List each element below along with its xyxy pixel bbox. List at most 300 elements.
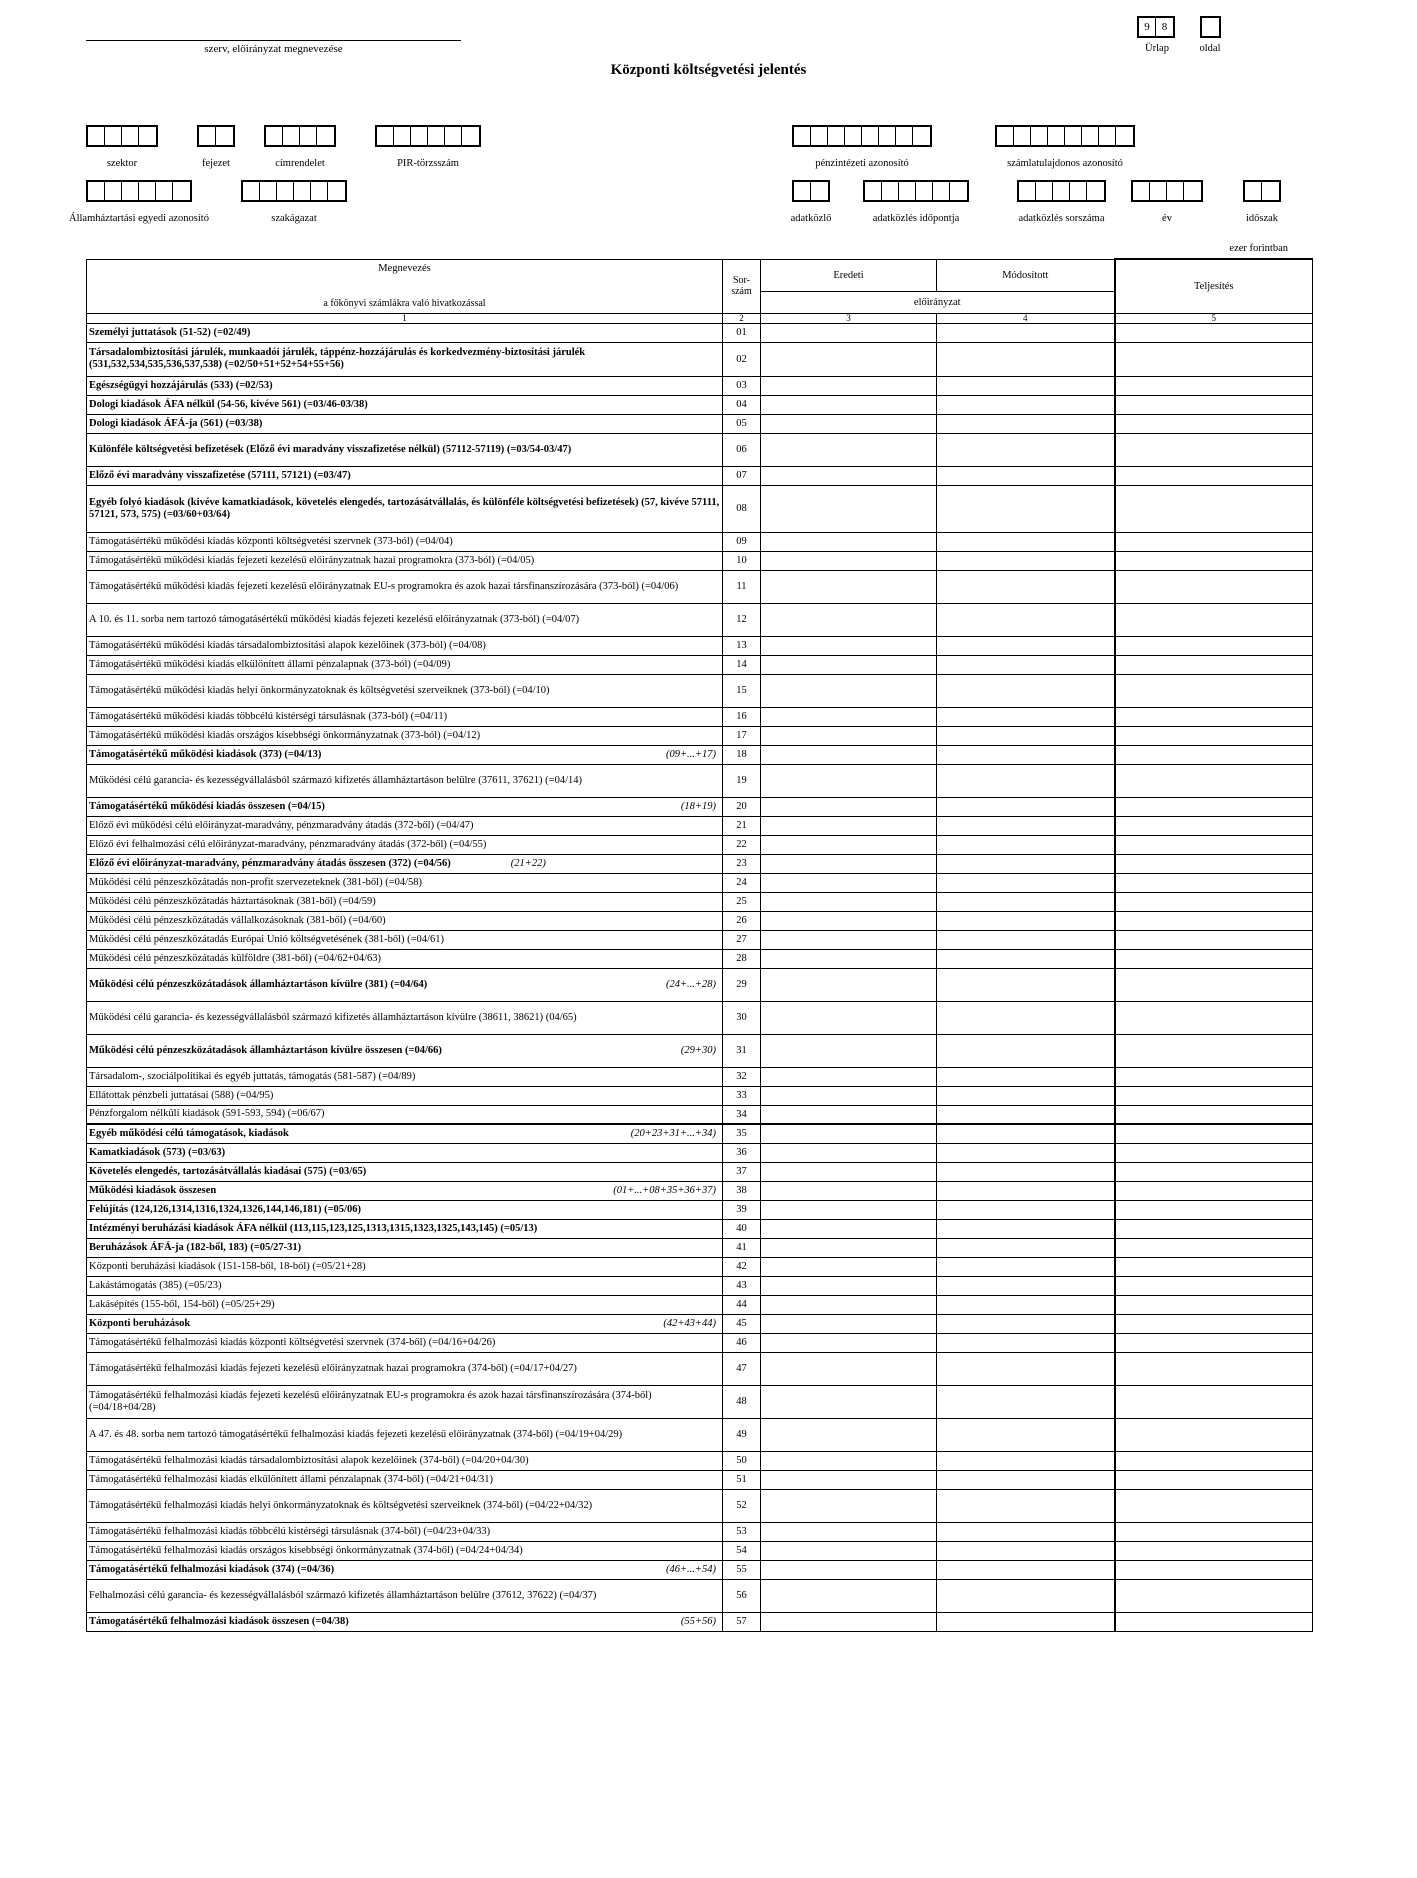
- table-row: [87, 1001, 1313, 1034]
- table-row: [87, 1470, 1313, 1489]
- original-value-cell[interactable]: [761, 1470, 937, 1489]
- original-value-cell[interactable]: [761, 485, 937, 532]
- code-cell: [950, 182, 967, 200]
- actual-value-cell[interactable]: [1115, 395, 1313, 414]
- table-row: [87, 342, 1313, 376]
- original-value-cell[interactable]: [761, 873, 937, 892]
- original-value-cell[interactable]: [761, 1105, 937, 1124]
- row-number: 36: [723, 1143, 761, 1162]
- modified-value-cell[interactable]: [937, 854, 1115, 873]
- row-name-text: Központi beruházások: [89, 1317, 191, 1329]
- row-number: 46: [723, 1333, 761, 1352]
- id-fields-right2-0-label: adatközlő: [790, 213, 832, 224]
- row-name: [87, 968, 723, 1001]
- row-name: [87, 745, 723, 764]
- row-name: [87, 636, 723, 655]
- original-value-cell[interactable]: [761, 395, 937, 414]
- idx-3: 3: [761, 313, 937, 323]
- row-number: 15: [723, 674, 761, 707]
- table-row: [87, 1489, 1313, 1522]
- original-value-cell[interactable]: [761, 376, 937, 395]
- original-value-cell[interactable]: [761, 433, 937, 466]
- original-value-cell[interactable]: [761, 764, 937, 797]
- actual-value-cell[interactable]: [1115, 414, 1313, 433]
- row-number: 38: [723, 1181, 761, 1200]
- actual-value-cell[interactable]: [1115, 551, 1313, 570]
- original-value-cell[interactable]: [761, 532, 937, 551]
- actual-value-cell[interactable]: [1115, 1124, 1313, 1143]
- row-name: [87, 433, 723, 466]
- row-name-text: Különféle költségvetési befizetések (Előző évi maradvány visszafizetése nélkül) (57112-57119) (=03/54-03/47): [89, 443, 572, 455]
- row-name-text: Támogatásértékű működési kiadások (373) (=04/13): [89, 748, 322, 760]
- modified-value-cell[interactable]: [937, 1352, 1115, 1385]
- original-value-cell[interactable]: [761, 1086, 937, 1105]
- actual-value-cell[interactable]: [1115, 1541, 1313, 1560]
- id-fields-right-1-boxes[interactable]: [995, 125, 1135, 147]
- modified-value-cell[interactable]: [937, 892, 1115, 911]
- row-name: [87, 466, 723, 485]
- actual-value-cell[interactable]: [1115, 1001, 1313, 1034]
- row-name: [87, 1352, 723, 1385]
- row-number: 12: [723, 603, 761, 636]
- original-value-cell[interactable]: [761, 968, 937, 1001]
- original-value-cell[interactable]: [761, 930, 937, 949]
- actual-value-cell[interactable]: [1115, 636, 1313, 655]
- modified-value-cell[interactable]: [937, 1489, 1115, 1522]
- original-value-cell[interactable]: [761, 892, 937, 911]
- row-name-text: Pénzforgalom nélküli kiadások (591-593, 594) (=06/67): [89, 1108, 325, 1120]
- table-row: [87, 1579, 1313, 1612]
- code-cell: [865, 182, 882, 200]
- row-number: 49: [723, 1418, 761, 1451]
- row-number: 25: [723, 892, 761, 911]
- original-value-cell[interactable]: [761, 1034, 937, 1067]
- modified-value-cell[interactable]: [937, 376, 1115, 395]
- original-value-cell[interactable]: [761, 1001, 937, 1034]
- row-name-text: Támogatásértékű működési kiadás fejezeti kezelésű előirányzatnak EU-s programokra és azok hazai társfinanszírozására (373-ból) (=04/06): [89, 580, 679, 592]
- row-name: [87, 726, 723, 745]
- original-value-cell[interactable]: [761, 1418, 937, 1451]
- modified-value-cell[interactable]: [937, 655, 1115, 674]
- row-name-text: Működési célú pénzeszközátadás vállalkozásoknak (381-ből) (=04/60): [89, 914, 386, 926]
- original-value-cell[interactable]: [761, 949, 937, 968]
- modified-value-cell[interactable]: [937, 745, 1115, 764]
- original-value-cell[interactable]: [761, 1489, 937, 1522]
- code-cell: [1082, 127, 1099, 145]
- actual-value-cell[interactable]: [1115, 376, 1313, 395]
- row-name: [87, 1560, 723, 1579]
- id-fields-right2-3-boxes[interactable]: [1131, 180, 1203, 202]
- actual-value-cell[interactable]: [1115, 570, 1313, 603]
- row-name-text: Támogatásértékű működési kiadás összesen (=04/15): [89, 800, 325, 812]
- row-number: 11: [723, 570, 761, 603]
- row-name-text: Támogatásértékű működési kiadás többcélú kistérségi társulásnak (373-ból) (=04/11): [89, 710, 448, 722]
- original-value-cell[interactable]: [761, 1219, 937, 1238]
- actual-value-cell[interactable]: [1115, 1238, 1313, 1257]
- modified-value-cell[interactable]: [937, 603, 1115, 636]
- original-value-cell[interactable]: [761, 1352, 937, 1385]
- actual-value-cell[interactable]: [1115, 1352, 1313, 1385]
- id-fields-right2-0-boxes[interactable]: [792, 180, 830, 202]
- actual-value-cell[interactable]: [1115, 1470, 1313, 1489]
- modified-value-cell[interactable]: [937, 433, 1115, 466]
- modified-value-cell[interactable]: [937, 1124, 1115, 1143]
- modified-value-cell[interactable]: [937, 1560, 1115, 1579]
- actual-value-cell[interactable]: [1115, 655, 1313, 674]
- modified-value-cell[interactable]: [937, 1451, 1115, 1470]
- code-cell: [794, 182, 811, 200]
- id-fields-left-2-boxes[interactable]: [264, 125, 336, 147]
- original-value-cell[interactable]: [761, 1238, 937, 1257]
- row-number: 40: [723, 1219, 761, 1238]
- id-fields-left-0-boxes[interactable]: [86, 125, 158, 147]
- actual-value-cell[interactable]: [1115, 1560, 1313, 1579]
- code-cell: [1184, 182, 1201, 200]
- modified-value-cell[interactable]: [937, 816, 1115, 835]
- modified-value-cell[interactable]: [937, 707, 1115, 726]
- page-number-box[interactable]: [1200, 16, 1221, 38]
- actual-value-cell[interactable]: [1115, 1579, 1313, 1612]
- actual-value-cell[interactable]: [1115, 1276, 1313, 1295]
- header-original: Eredeti: [761, 259, 937, 291]
- original-value-cell[interactable]: [761, 854, 937, 873]
- original-value-cell[interactable]: [761, 1257, 937, 1276]
- original-value-cell[interactable]: [761, 570, 937, 603]
- original-value-cell[interactable]: [761, 1295, 937, 1314]
- idx-1: 1: [87, 313, 723, 323]
- actual-value-cell[interactable]: [1115, 764, 1313, 797]
- actual-value-cell[interactable]: [1115, 1067, 1313, 1086]
- original-value-cell[interactable]: [761, 1314, 937, 1333]
- table-row: [87, 323, 1313, 342]
- row-name: [87, 764, 723, 797]
- modified-value-cell[interactable]: [937, 636, 1115, 655]
- original-value-cell[interactable]: [761, 674, 937, 707]
- modified-value-cell[interactable]: [937, 551, 1115, 570]
- actual-value-cell[interactable]: [1115, 835, 1313, 854]
- modified-value-cell[interactable]: [937, 674, 1115, 707]
- original-value-cell[interactable]: [761, 636, 937, 655]
- original-value-cell[interactable]: [761, 1181, 937, 1200]
- modified-value-cell[interactable]: [937, 342, 1115, 376]
- modified-value-cell[interactable]: [937, 1295, 1115, 1314]
- actual-value-cell[interactable]: [1115, 1086, 1313, 1105]
- row-name: [87, 1238, 723, 1257]
- modified-value-cell[interactable]: [937, 1314, 1115, 1333]
- id-fields-left2-1-boxes[interactable]: [241, 180, 347, 202]
- table-row: [87, 930, 1313, 949]
- header-name-line1: Megnevezés: [378, 263, 431, 274]
- modified-value-cell[interactable]: [937, 1181, 1115, 1200]
- modified-value-cell[interactable]: [937, 764, 1115, 797]
- original-value-cell[interactable]: [761, 1560, 937, 1579]
- original-value-cell[interactable]: [761, 726, 937, 745]
- page-number-cell: [1202, 18, 1219, 36]
- original-value-cell[interactable]: [761, 1067, 937, 1086]
- actual-value-cell[interactable]: [1115, 1612, 1313, 1631]
- row-name: [87, 1001, 723, 1034]
- modified-value-cell[interactable]: [937, 1034, 1115, 1067]
- actual-value-cell[interactable]: [1115, 726, 1313, 745]
- original-value-cell[interactable]: [761, 466, 937, 485]
- original-value-cell[interactable]: [761, 835, 937, 854]
- code-cell: [1116, 127, 1133, 145]
- modified-value-cell[interactable]: [937, 949, 1115, 968]
- table-row: [87, 816, 1313, 835]
- row-number: 14: [723, 655, 761, 674]
- page-label: oldal: [1199, 43, 1221, 54]
- actual-value-cell[interactable]: [1115, 1143, 1313, 1162]
- original-value-cell[interactable]: [761, 1333, 937, 1352]
- id-fields-right2-2-boxes[interactable]: [1017, 180, 1106, 202]
- original-value-cell[interactable]: [761, 323, 937, 342]
- actual-value-cell[interactable]: [1115, 674, 1313, 707]
- actual-value-cell[interactable]: [1115, 745, 1313, 764]
- modified-value-cell[interactable]: [937, 466, 1115, 485]
- actual-value-cell[interactable]: [1115, 1418, 1313, 1451]
- row-number: 06: [723, 433, 761, 466]
- row-name-text: Működési célú pénzeszközátadások államháztartáson kívülre összesen (=04/66): [89, 1044, 442, 1056]
- modified-value-cell[interactable]: [937, 1385, 1115, 1418]
- modified-value-cell[interactable]: [937, 1541, 1115, 1560]
- id-fields-right-0-boxes[interactable]: [792, 125, 932, 147]
- modified-value-cell[interactable]: [937, 1257, 1115, 1276]
- row-number: 32: [723, 1067, 761, 1086]
- row-name: [87, 1143, 723, 1162]
- row-name: [87, 395, 723, 414]
- table-row: [87, 1238, 1313, 1257]
- actual-value-cell[interactable]: [1115, 892, 1313, 911]
- original-value-cell[interactable]: [761, 414, 937, 433]
- row-name-text: Működési célú garancia- és kezességvállalásból származó kifizetés államháztartáson kívülre (38611, 38621) (04/65): [89, 1011, 577, 1023]
- actual-value-cell[interactable]: [1115, 911, 1313, 930]
- modified-value-cell[interactable]: [937, 414, 1115, 433]
- original-value-cell[interactable]: [761, 1541, 937, 1560]
- actual-value-cell[interactable]: [1115, 1200, 1313, 1219]
- original-value-cell[interactable]: [761, 1451, 937, 1470]
- actual-value-cell[interactable]: [1115, 1162, 1313, 1181]
- original-value-cell[interactable]: [761, 342, 937, 376]
- table-row: [87, 892, 1313, 911]
- modified-value-cell[interactable]: [937, 835, 1115, 854]
- row-name: [87, 342, 723, 376]
- actual-value-cell[interactable]: [1115, 949, 1313, 968]
- row-name: [87, 835, 723, 854]
- original-value-cell[interactable]: [761, 1522, 937, 1541]
- code-cell: [260, 182, 277, 200]
- actual-value-cell[interactable]: [1115, 1489, 1313, 1522]
- original-value-cell[interactable]: [761, 707, 937, 726]
- table-row: [87, 1418, 1313, 1451]
- actual-value-cell[interactable]: [1115, 1451, 1313, 1470]
- code-cell: [88, 182, 105, 200]
- row-number: 41: [723, 1238, 761, 1257]
- original-value-cell[interactable]: [761, 1579, 937, 1612]
- modified-value-cell[interactable]: [937, 1219, 1115, 1238]
- row-number: 30: [723, 1001, 761, 1034]
- actual-value-cell[interactable]: [1115, 532, 1313, 551]
- code-cell: [1150, 182, 1167, 200]
- modified-value-cell[interactable]: [937, 1579, 1115, 1612]
- original-value-cell[interactable]: [761, 655, 937, 674]
- table-row: [87, 1181, 1313, 1200]
- table-row: [87, 835, 1313, 854]
- code-cell: [862, 127, 879, 145]
- actual-value-cell[interactable]: [1115, 707, 1313, 726]
- original-value-cell[interactable]: [761, 816, 937, 835]
- header-appropriation: előirányzat: [761, 291, 1115, 313]
- row-number: 08: [723, 485, 761, 532]
- row-number: 09: [723, 532, 761, 551]
- original-value-cell[interactable]: [761, 1200, 937, 1219]
- modified-value-cell[interactable]: [937, 532, 1115, 551]
- form-code-boxes[interactable]: [1137, 16, 1175, 38]
- row-name: [87, 655, 723, 674]
- modified-value-cell[interactable]: [937, 1612, 1115, 1631]
- row-number: 10: [723, 551, 761, 570]
- modified-value-cell[interactable]: [937, 726, 1115, 745]
- code-cell: [1245, 182, 1262, 200]
- budget-report-table: [86, 258, 1313, 1632]
- actual-value-cell[interactable]: [1115, 466, 1313, 485]
- id-fields-left-1-boxes[interactable]: [197, 125, 235, 147]
- original-value-cell[interactable]: [761, 603, 937, 636]
- table-row: [87, 764, 1313, 797]
- actual-value-cell[interactable]: [1115, 930, 1313, 949]
- modified-value-cell[interactable]: [937, 930, 1115, 949]
- modified-value-cell[interactable]: [937, 968, 1115, 1001]
- idx-4: 4: [937, 313, 1115, 323]
- row-number: 56: [723, 1579, 761, 1612]
- code-cell: [879, 127, 896, 145]
- row-name-text: Egyéb működési célú támogatások, kiadások: [89, 1127, 289, 1139]
- original-value-cell[interactable]: [761, 1385, 937, 1418]
- original-value-cell[interactable]: [761, 1612, 937, 1631]
- row-name-text: Követelés elengedés, tartozásátvállalás kiadásai (575) (=03/65): [89, 1165, 367, 1177]
- row-number: 33: [723, 1086, 761, 1105]
- row-number: 53: [723, 1522, 761, 1541]
- actual-value-cell[interactable]: [1115, 1522, 1313, 1541]
- modified-value-cell[interactable]: [937, 323, 1115, 342]
- row-name-text: Működési célú pénzeszközátadások államháztartáson kívülre (381) (=04/64): [89, 978, 428, 990]
- id-fields-right2-1-boxes[interactable]: [863, 180, 969, 202]
- row-number: 37: [723, 1162, 761, 1181]
- table-row: [87, 1086, 1313, 1105]
- row-number: 16: [723, 707, 761, 726]
- id-fields-left-1-label: fejezet: [202, 158, 230, 169]
- row-name-text: Támogatásértékű működési kiadás társadalombiztosítási alapok kezelőinek (373-ból) (=04/08): [89, 639, 486, 651]
- actual-value-cell[interactable]: [1115, 1295, 1313, 1314]
- actual-value-cell[interactable]: [1115, 1314, 1313, 1333]
- modified-value-cell[interactable]: [937, 1067, 1115, 1086]
- table-row: [87, 911, 1313, 930]
- table-row: [87, 949, 1313, 968]
- actual-value-cell[interactable]: [1115, 603, 1313, 636]
- code-cell: [899, 182, 916, 200]
- table-row: [87, 466, 1313, 485]
- original-value-cell[interactable]: [761, 911, 937, 930]
- actual-value-cell[interactable]: [1115, 854, 1313, 873]
- modified-value-cell[interactable]: [937, 395, 1115, 414]
- code-cell: [411, 127, 428, 145]
- actual-value-cell[interactable]: [1115, 1219, 1313, 1238]
- actual-value-cell[interactable]: [1115, 323, 1313, 342]
- code-cell: [105, 127, 122, 145]
- row-number: 24: [723, 873, 761, 892]
- modified-value-cell[interactable]: [937, 1200, 1115, 1219]
- row-name: [87, 1200, 723, 1219]
- modified-value-cell[interactable]: [937, 570, 1115, 603]
- modified-value-cell[interactable]: [937, 1105, 1115, 1124]
- row-name-text: Társadalombiztosítási járulék, munkaadói járulék, táppénz-hozzájárulás és korkedvezmény-biztosítási járulék (531,532,534,535,536,537,538) (=02/50+51+52+54+55+56): [89, 347, 586, 370]
- modified-value-cell[interactable]: [937, 1143, 1115, 1162]
- row-number: 19: [723, 764, 761, 797]
- id-fields-left2-0-boxes[interactable]: [86, 180, 192, 202]
- actual-value-cell[interactable]: [1115, 1333, 1313, 1352]
- row-name-text: Lakásépítés (155-ből, 154-ből) (=05/25+29): [89, 1298, 275, 1310]
- modified-value-cell[interactable]: [937, 1276, 1115, 1295]
- modified-value-cell[interactable]: [937, 1333, 1115, 1352]
- modified-value-cell[interactable]: [937, 873, 1115, 892]
- actual-value-cell[interactable]: [1115, 1105, 1313, 1124]
- actual-value-cell[interactable]: [1115, 485, 1313, 532]
- modified-value-cell[interactable]: [937, 1162, 1115, 1181]
- actual-value-cell[interactable]: [1115, 797, 1313, 816]
- actual-value-cell[interactable]: [1115, 1034, 1313, 1067]
- actual-value-cell[interactable]: [1115, 1181, 1313, 1200]
- actual-value-cell[interactable]: [1115, 1257, 1313, 1276]
- original-value-cell[interactable]: [761, 1143, 937, 1162]
- actual-value-cell[interactable]: [1115, 433, 1313, 466]
- modified-value-cell[interactable]: [937, 1418, 1115, 1451]
- code-cell: [1065, 127, 1082, 145]
- actual-value-cell[interactable]: [1115, 342, 1313, 376]
- modified-value-cell[interactable]: [937, 1086, 1115, 1105]
- id-fields-left-3-boxes[interactable]: [375, 125, 481, 147]
- modified-value-cell[interactable]: [937, 911, 1115, 930]
- row-number: 18: [723, 745, 761, 764]
- table-row: [87, 726, 1313, 745]
- row-name: [87, 930, 723, 949]
- modified-value-cell[interactable]: [937, 1238, 1115, 1257]
- modified-value-cell[interactable]: [937, 797, 1115, 816]
- actual-value-cell[interactable]: [1115, 873, 1313, 892]
- row-number: 17: [723, 726, 761, 745]
- code-cell: [300, 127, 317, 145]
- actual-value-cell[interactable]: [1115, 1385, 1313, 1418]
- original-value-cell[interactable]: [761, 1276, 937, 1295]
- original-value-cell[interactable]: [761, 551, 937, 570]
- row-name-text: Támogatásértékű felhalmozási kiadások (374) (=04/36): [89, 1563, 335, 1575]
- modified-value-cell[interactable]: [937, 1001, 1115, 1034]
- row-formula: (46+...+54): [665, 1563, 716, 1575]
- row-name-text: Működési célú pénzeszközátadás Európai Unió költségvetésének (381-ből) (=04/61): [89, 933, 444, 945]
- row-formula: (29+30): [680, 1044, 716, 1056]
- row-name-text: Támogatásértékű működési kiadás elkülönített állami pénzalapnak (373-ból) (=04/09): [89, 658, 451, 670]
- modified-value-cell[interactable]: [937, 485, 1115, 532]
- actual-value-cell[interactable]: [1115, 968, 1313, 1001]
- original-value-cell[interactable]: [761, 1162, 937, 1181]
- id-fields-right2-4-boxes[interactable]: [1243, 180, 1281, 202]
- original-value-cell[interactable]: [761, 797, 937, 816]
- original-value-cell[interactable]: [761, 1124, 937, 1143]
- actual-value-cell[interactable]: [1115, 816, 1313, 835]
- table-row: [87, 551, 1313, 570]
- modified-value-cell[interactable]: [937, 1522, 1115, 1541]
- row-name: [87, 1489, 723, 1522]
- original-value-cell[interactable]: [761, 745, 937, 764]
- modified-value-cell[interactable]: [937, 1470, 1115, 1489]
